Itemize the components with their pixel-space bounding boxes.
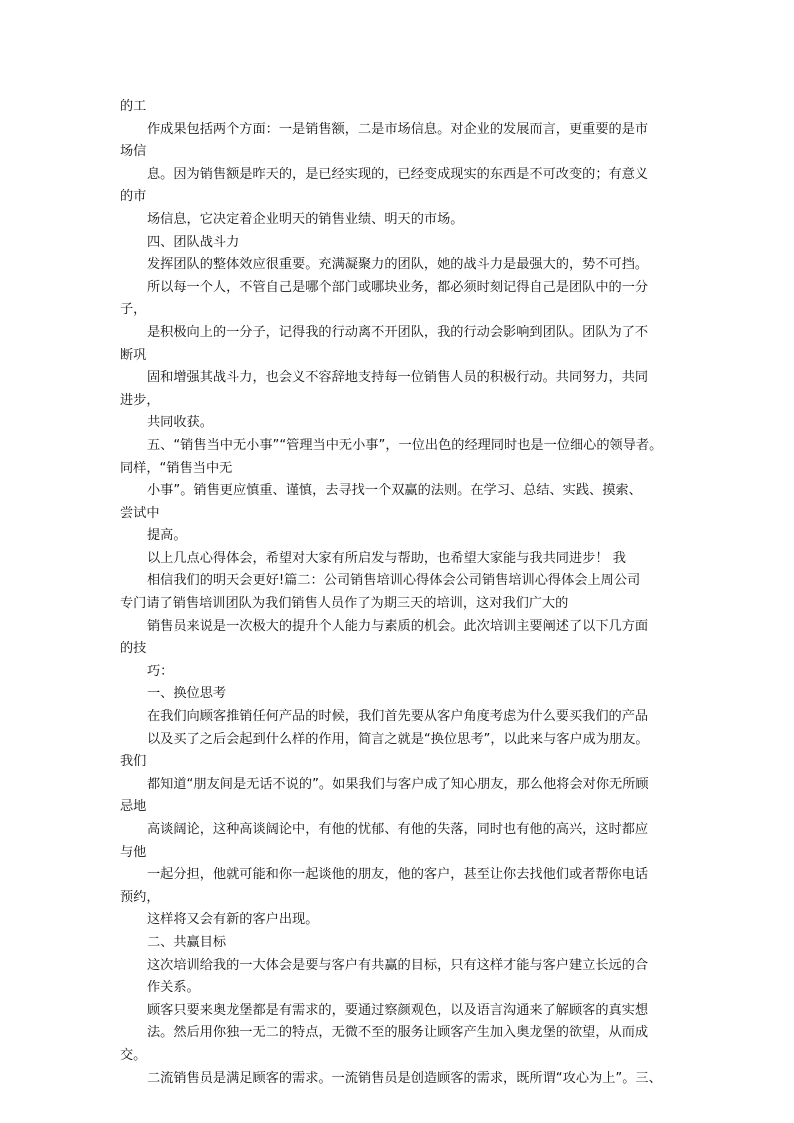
text-line: 四、团队战斗力 xyxy=(147,234,240,250)
text-line: 销售员来说是一次极大的提升个人能力与素质的机会。此次培训主要阐述了以下几方面 xyxy=(147,618,649,634)
text-line: 一、换位思考 xyxy=(147,686,227,702)
text-line: 法。然后用你独一无二的特点，无微不至的服务让顾客产生加入奥龙堡的欲望，从而成 xyxy=(147,1025,649,1041)
text-line: 我们 xyxy=(120,754,147,770)
text-line: 场信息，它决定着企业明天的销售业绩、明天的市场。 xyxy=(147,211,464,227)
text-line: 尝试中 xyxy=(120,505,160,521)
text-line: 以及买了之后会起到什么样的作用，简言之就是“换位思考”，以此来与客户成为朋友。 xyxy=(147,731,649,747)
text-line: 作成果包括两个方面：一是销售额，二是市场信息。对企业的发展而言，更重要的是市 xyxy=(147,121,649,137)
text-line: 的工 xyxy=(120,99,147,114)
text-line: 的技 xyxy=(120,641,147,657)
text-line: 小事”。销售更应慎重、谨慎，去寻找一个双赢的法则。在学习、总结、实践、摸索、 xyxy=(147,483,642,499)
text-line: 的市 xyxy=(120,189,147,205)
text-line: 息。因为销售额是昨天的，是已经实现的，已经变成现实的东西是不可改变的；有意义 xyxy=(147,166,649,182)
text-line: 五、“销售当中无小事”“管理当中无小事”，一位出色的经理同时也是一位细心的领导者。 xyxy=(147,437,663,453)
text-line: 相信我们的明天会更好!篇二：公司销售培训心得体会公司销售培训心得体会上周公司 xyxy=(147,573,641,589)
text-line: 作关系。 xyxy=(147,980,200,996)
text-line: 共同收获。 xyxy=(147,415,213,431)
text-line: 发挥团队的整体效应很重要。充满凝聚力的团队，她的战斗力是最强大的，势不可挡。 xyxy=(147,257,649,273)
text-line: 进步， xyxy=(120,392,160,408)
text-line: 二、共赢目标 xyxy=(147,934,227,950)
text-line: 所以每一个人，不管自己是哪个部门或哪块业务，都必须时刻记得自己是团队中的一分 xyxy=(147,279,649,295)
text-line: 提高。 xyxy=(147,528,187,544)
text-line: 以上几点心得体会，希望对大家有所启发与帮助，也希望大家能与我共同进步！ 我 xyxy=(147,550,626,566)
text-line: 与他 xyxy=(120,844,147,860)
text-line: 都知道“朋友间是无话不说的”。如果我们与客户成了知心朋友，那么他将会对你无所顾 xyxy=(147,776,649,792)
text-line: 预约， xyxy=(120,889,160,905)
text-line: 巧： xyxy=(147,663,174,679)
text-line: 子， xyxy=(120,302,147,318)
text-line: 二流销售员是满足顾客的需求。一流销售员是创造顾客的需求，既所谓“攻心为上”。三、 xyxy=(147,1070,662,1086)
text-line: 固和增强其战斗力，也会义不容辞地支持每一位销售人员的积极行动。共同努力，共同 xyxy=(147,370,649,386)
text-line: 顾客只要来奥龙堡都是有需求的，要通过察颜观色，以及语言沟通来了解顾客的真实想 xyxy=(147,1002,649,1018)
text-line: 专门请了销售培训团队为我们销售人员作了为期三天的培训，这对我们广大的 xyxy=(120,596,569,612)
text-line: 高谈阔论，这种高谈阔论中，有他的忧郁、有他的失落，同时也有他的高兴，这时都应 xyxy=(147,822,649,837)
text-line: 在我们向顾客推销任何产品的时候，我们首先要从客户角度考虑为什么要买我们的产品 xyxy=(147,709,649,725)
document-body xyxy=(120,96,686,1090)
text-line: 交。 xyxy=(120,1047,147,1063)
text-line: 一起分担，他就可能和你一起谈他的朋友，他的客户，甚至让你去找他们或者帮你电话 xyxy=(147,867,649,883)
text-line: 场信 xyxy=(120,144,147,160)
text-line: 断巩 xyxy=(120,347,147,363)
text-line: 忌地 xyxy=(120,799,147,815)
text-line: 同样，“销售当中无 xyxy=(120,460,233,476)
text-line: 这样将又会有新的客户出现。 xyxy=(147,912,319,928)
text-line: 这次培训给我的一大体会是要与客户有共赢的目标，只有这样才能与客户建立长远的合 xyxy=(147,957,649,973)
text-line: 是积极向上的一分子，记得我的行动离不开团队，我的行动会影响到团队。团队为了不 xyxy=(147,324,649,340)
